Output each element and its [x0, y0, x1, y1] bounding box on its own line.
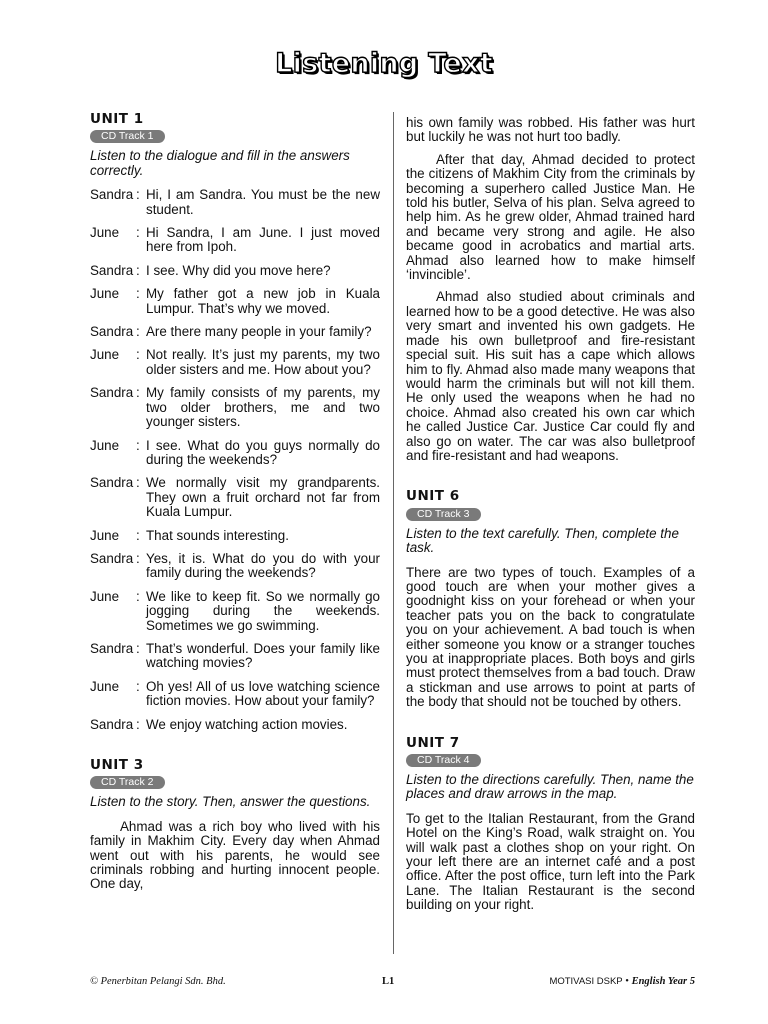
unit-6-instruction: Listen to the text carefully. Then, complete the task.: [406, 525, 679, 556]
speaker-colon: :: [136, 716, 140, 732]
speaker: [90, 287, 146, 316]
speaker-colon: :: [136, 640, 140, 656]
speaker-colon: :: [136, 225, 140, 241]
cd-track-badge: CD Track 4: [406, 754, 481, 767]
unit-7-heading: UNIT 7: [406, 734, 460, 751]
unit-7-instruction: Listen to the directions carefully. Then, name the places and draw arrows in the map.: [406, 772, 694, 802]
speaker: [90, 188, 146, 217]
right-column: [406, 116, 695, 921]
dialogue-text: I see. Why did you move here?: [146, 262, 331, 278]
dialogue-text: Hi, I am Sandra. You must be the new student.: [146, 187, 380, 217]
cd-track-badge: CD Track 3: [406, 508, 481, 521]
speaker: [90, 226, 146, 255]
unit-3-heading: UNIT 3: [90, 757, 144, 773]
dialogue-line: [90, 348, 380, 377]
dialogue-text: That’s wonderful. Does your family like watching movies?: [146, 640, 380, 671]
dialogue-line: [90, 325, 380, 339]
speaker: [90, 590, 146, 633]
column-divider: [393, 112, 394, 954]
speaker-name: Sandra: [90, 640, 134, 656]
speaker-colon: :: [136, 187, 140, 203]
speaker: [90, 680, 146, 709]
series-name: MOTIVASI DSKP: [549, 976, 623, 987]
speaker: [90, 348, 146, 377]
subject-name: English Year 5: [631, 976, 695, 987]
unit-1-instruction: Listen to the dialogue and fill in the answers correctly.: [90, 148, 350, 178]
dialogue-text: We like to keep fit. So we normally go jogging during the weekends. Sometimes we go swimming.: [146, 588, 380, 633]
unit-1-heading: UNIT 1: [90, 111, 144, 127]
cd-track-badge: CD Track 1: [90, 130, 165, 143]
dialogue-text: That sounds interesting.: [146, 527, 289, 543]
speaker: [90, 325, 146, 339]
dialogue-line: [90, 188, 380, 217]
speaker: [90, 439, 146, 468]
unit-3-instruction: Listen to the story. Then, answer the questions.: [90, 794, 371, 810]
bullet: •: [625, 976, 629, 987]
speaker-colon: :: [136, 588, 140, 604]
dialogue-line: [90, 226, 380, 255]
page-footer: [90, 976, 695, 992]
dialogue-text: We normally visit my grandparents. They own a fruit orchard not far from Kuala Lumpur.: [146, 475, 380, 520]
dialogue-line: [90, 529, 380, 543]
speaker-colon: :: [136, 437, 140, 453]
dialogue-line: [90, 552, 380, 581]
dialogue-line: [90, 264, 380, 278]
speaker: [90, 718, 146, 732]
dialogue-line: [90, 680, 380, 709]
speaker: [90, 386, 146, 429]
speaker-name: June: [90, 347, 120, 363]
speaker-colon: :: [136, 550, 140, 566]
speaker-colon: :: [136, 262, 140, 278]
speaker-name: June: [90, 437, 120, 453]
speaker-colon: :: [136, 324, 140, 340]
speaker-name: June: [90, 225, 120, 241]
left-column: [90, 112, 380, 900]
dialogue-text: I see. What do you guys normally do during the weekends?: [146, 437, 380, 467]
speaker: [90, 476, 146, 519]
dialogue-text: We enjoy watching action movies.: [146, 716, 348, 732]
dialogue-line: [90, 476, 380, 519]
dialogue-line: [90, 439, 380, 468]
speaker: [90, 529, 146, 543]
dialogue-text: Hi Sandra, I am June. I just moved here from Ipoh.: [146, 225, 380, 255]
story-paragraph: Ahmad also studied about criminals and learned how to be a good detective. He was also very smart and invented his own gadgets. He made his own bulletproof and fire-resistant special suit. His suit has a cape which allows him to fly. Ahmad also made many weapons that would harm the criminals but will not kill them. He only used the weapons when he had no choice. Ahmad also created his own car which he called Justice Car. Justice Car could fly and also go on water. The car was also bulletproof and fire-resistant and had weapons.: [406, 289, 695, 463]
speaker-name: June: [90, 527, 120, 543]
unit-6-paragraph: There are two types of touch. Examples of a good touch are when your mother gives a goodnight kiss on your forehead or when your teacher pats you on the back to congratulate you on your achievement. A bad touch is when either someone you know or a stranger touches you at inappropriate places. Both boys and girls must protect themselves from a bad touch. Draw a stickman and use arrows to point at parts of the body that should not be touched by others.: [406, 564, 695, 710]
dialogue-line: [90, 590, 380, 633]
speaker-name: Sandra: [90, 262, 134, 278]
speaker-colon: :: [136, 385, 140, 401]
speaker-colon: :: [136, 286, 140, 302]
speaker-colon: :: [136, 678, 140, 694]
dialogue-line: [90, 642, 380, 671]
dialogue-text: Not really. It’s just my parents, my two older sisters and me. How about you?: [146, 347, 380, 377]
unit-6-heading: UNIT 6: [406, 488, 460, 505]
dialogue-line: [90, 287, 380, 316]
speaker-name: June: [90, 588, 120, 604]
dialogue-text: Yes, it is. What do you do with your family during the weekends?: [146, 550, 380, 581]
speaker-colon: :: [136, 475, 140, 491]
unit-7-paragraph: To get to the Italian Restaurant, from the Grand Hotel on the King’s Road, walk straight on. You will walk past a clothes shop on your right. On your left there are an internet café and a post office. After the post office, turn left into the Park Lane. The Italian Restaurant is the second building on your right.: [406, 810, 695, 913]
dialogue-text: My father got a new job in Kuala Lumpur. That’s why we moved.: [146, 286, 380, 316]
speaker-name: Sandra: [90, 716, 134, 732]
speaker-name: Sandra: [90, 475, 134, 491]
speaker: [90, 642, 146, 671]
speaker-name: June: [90, 678, 120, 694]
speaker-colon: :: [136, 527, 140, 543]
speaker-name: Sandra: [90, 187, 134, 203]
dialogue: [90, 188, 380, 732]
unit-3-paragraph: Ahmad was a rich boy who lived with his family in Makhim City. Every day when Ahmad went out with his parents, he would see criminals robbing and hurting innocent people. One day,: [90, 818, 380, 892]
dialogue-text: Oh yes! All of us love watching science fiction movies. How about your family?: [146, 678, 380, 709]
publisher-credit: © Penerbitan Pelangi Sdn. Bhd.: [90, 976, 226, 987]
speaker-name: Sandra: [90, 550, 134, 566]
speaker-name: June: [90, 286, 120, 302]
speaker-name: Sandra: [90, 385, 134, 401]
story-paragraph: After that day, Ahmad decided to protect the citizens of Makhim City from the criminals by becoming a superhero called Justice Man. He told his butler, Selva of his plan. Selva agreed to help him. As he grew older, Ahmad trained hard and became very strong and agile. He also became good in acrobatics and martial arts. Ahmad also learned how to make himself ‘invincible’.: [406, 151, 695, 283]
series-info: [549, 976, 695, 987]
story-paragraph: his own family was robbed. His father was hurt but luckily he was not hurt too badly.: [406, 115, 695, 145]
page-number: L1: [382, 976, 395, 987]
cd-track-badge: CD Track 2: [90, 776, 165, 789]
page-title: Listening Text: [275, 48, 493, 79]
speaker: [90, 552, 146, 581]
speaker-colon: :: [136, 347, 140, 363]
dialogue-line: [90, 386, 380, 429]
speaker-name: Sandra: [90, 324, 134, 340]
dialogue-text: Are there many people in your family?: [146, 324, 372, 340]
speaker: [90, 264, 146, 278]
dialogue-text: My family consists of my parents, my two older brothers, me and two younger sisters.: [146, 385, 380, 430]
dialogue-line: [90, 718, 380, 732]
